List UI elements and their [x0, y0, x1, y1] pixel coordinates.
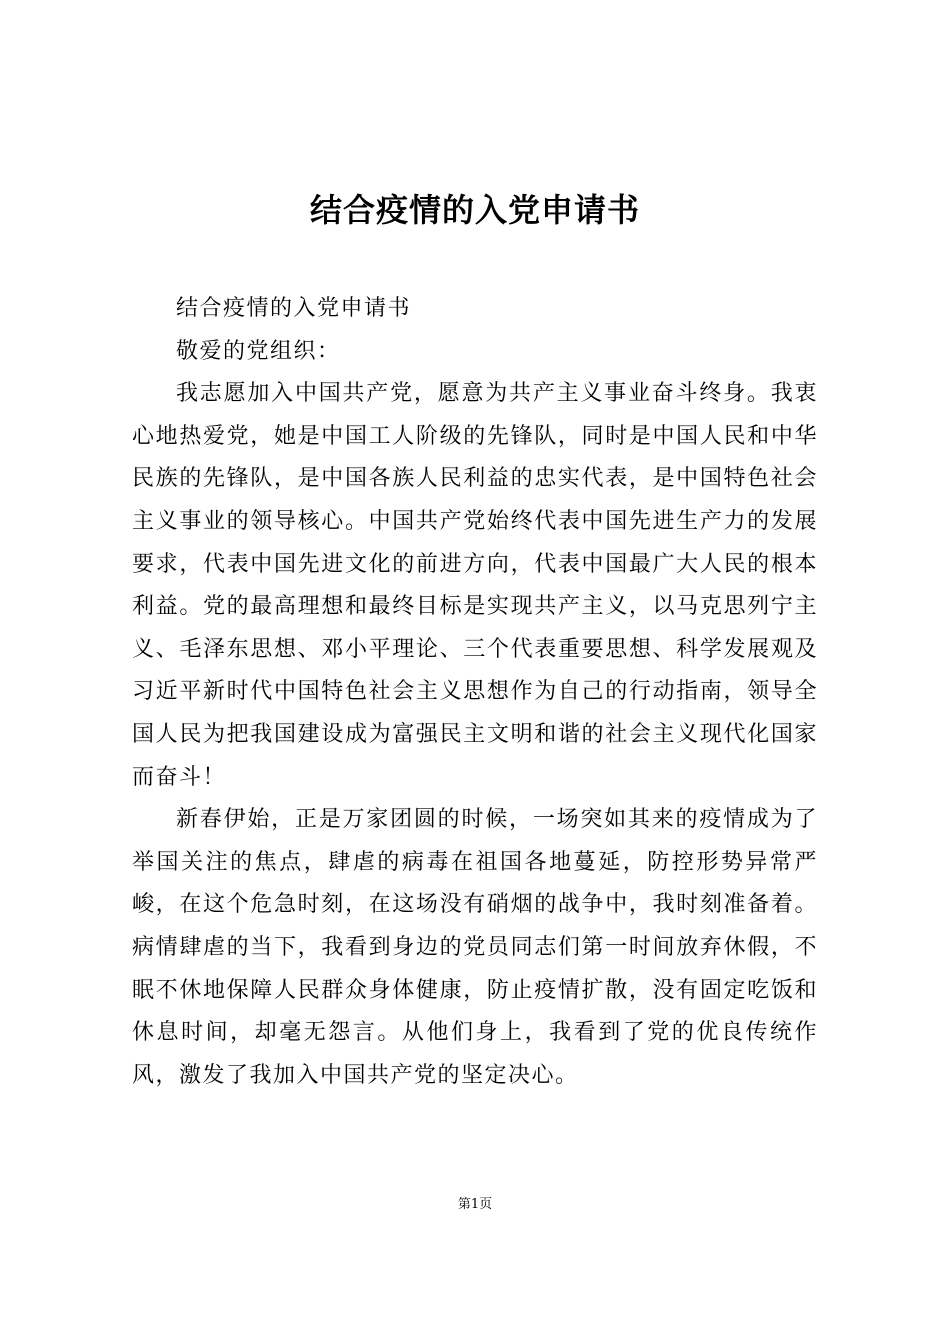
paragraph-salutation: 敬爱的党组织： — [176, 338, 341, 364]
paragraph-body-2: 新春伊始，正是万家团圆的时候，一场突如其来的疫情成为了举国关注的焦点，肆虐的病毒在祖国各地蔓延，防控形势异常严峻，在这个危急时刻，在这场没有硝烟的战争中，我时刻准备着。病情肆虐的当下，我看到身边的党员同志们第一时间放弃休假，不眠不休地保障人民群众身体健康，防止疫情扩散，没有固定吃饭和休息时间，却毫无怨言。从他们身上，我看到了党的优良传统作风，激发了我加入中国共产党的坚定决心。 — [132, 807, 818, 1088]
document-body — [132, 288, 818, 1097]
page-number: 第1页 — [457, 1197, 493, 1212]
document-title: 结合疫情的入党申请书 — [309, 191, 640, 229]
paragraph-heading: 结合疫情的入党申请书 — [176, 296, 412, 321]
paragraph-body-1: 我志愿加入中国共产党，愿意为共产主义事业奋斗终身。我衷心地热爱党，她是中国工人阶级的先锋队，同时是中国人民和中华民族的先锋队，是中国各族人民利益的忠实代表，是中国特色社会主义事业的领导核心。中国共产党始终代表中国先进生产力的发展要求，代表中国先进文化的前进方向，代表中国最广大人民的根本利益。党的最高理想和最终目标是实现共产主义，以马克思列宁主义、毛泽东思想、邓小平理论、三个代表重要思想、科学发展观及习近平新时代中国特色社会主义思想作为自己的行动指南，领导全国人民为把我国建设成为富强民主文明和谐的社会主义现代化国家而奋斗！ — [132, 381, 818, 790]
